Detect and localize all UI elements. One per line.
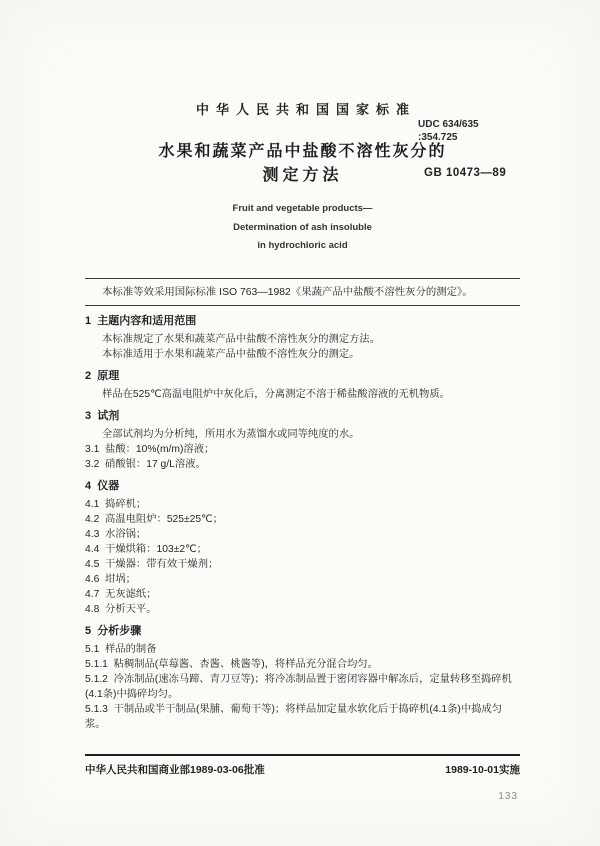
- body-text: 3.1 盐酸：10%(m/m)溶液；: [85, 443, 215, 455]
- english-title-line2: Determination of ash insoluble: [233, 221, 372, 233]
- body-text: 全部试剂均为分析纯，所用水为蒸馏水或同等纯度的水。: [102, 428, 360, 440]
- udc-line1: UDC 634/635: [418, 119, 479, 130]
- body-text: 4.6 坩埚；: [85, 573, 136, 585]
- section-heading: 4 仪器: [85, 479, 120, 492]
- approval-text: 中华人民共和国商业部1989-03-06批准: [85, 764, 265, 776]
- standard-number: GB 10473—89: [424, 167, 507, 179]
- udc-line2: :354.725: [418, 132, 458, 143]
- body-text: 4.4 干燥烘箱：103±2℃；: [85, 543, 207, 555]
- english-title-line3: in hydrochloric acid: [257, 240, 348, 251]
- adoption-note: 本标准等效采用国际标准 ISO 763—1982《果蔬产品中盐酸不溶性灰分的测定》。: [102, 286, 473, 298]
- page-number: 133: [498, 791, 518, 802]
- section-heading: 5 分析步骤: [85, 624, 142, 637]
- body-text: 5.1.1 粘稠制品(草莓酱、杏酱、桃酱等)，将样品充分混合均匀。: [85, 658, 378, 670]
- document-body: [85, 314, 520, 732]
- implementation-text: 1989-10-01实施: [445, 764, 520, 776]
- body-text: 本标准适用于水果和蔬菜产品中盐酸不溶性灰分的测定。: [102, 348, 360, 360]
- body-text: 4.5 干燥器：带有效干燥剂；: [85, 558, 219, 570]
- divider-top: [85, 278, 520, 279]
- body-text: 5.1.2 冷冻制品(速冻马蹄、青刀豆等)；将冷冻制品置于密闭容器中解冻后，定量转移至捣碎机(4.1条)中捣碎均匀。: [85, 673, 512, 700]
- english-title: [85, 200, 520, 256]
- national-standard-header: 中华人民共和国国家标准: [195, 102, 416, 117]
- udc-number: [418, 118, 479, 144]
- body-text: 4.2 高温电阻炉：525±25℃；: [85, 513, 223, 525]
- body-text: 样品在525℃高温电阻炉中灰化后，分离测定不溶于稀盐酸溶液的无机物质。: [102, 388, 450, 400]
- body-text: 4.1 捣碎机；: [85, 498, 147, 510]
- document-title-line1: 水果和蔬菜产品中盐酸不溶性灰分的: [158, 143, 447, 160]
- document-title-line2: 测定方法: [262, 167, 343, 184]
- body-text: 4.7 无灰滤纸；: [85, 588, 157, 600]
- footer: [85, 762, 520, 777]
- body-text: 4.3 水浴锅；: [85, 528, 147, 540]
- section-heading: 2 原理: [85, 369, 120, 382]
- body-text: 3.2 硝酸银：17 g/L溶液。: [85, 458, 206, 470]
- divider-bottom: [85, 305, 520, 306]
- section-heading: 1 主题内容和适用范围: [85, 314, 197, 327]
- footer-rule: [85, 754, 520, 756]
- body-text: 5.1 样品的制备: [85, 643, 157, 655]
- body-text: 5.1.3 干制品或半干制品(果脯、葡萄干等)；将样品加定量水软化后于捣碎机(4.1条)中捣成匀浆。: [85, 703, 503, 730]
- english-title-line1: Fruit and vegetable products—: [232, 203, 373, 214]
- section-heading: 3 试剂: [85, 409, 120, 422]
- body-text: 4.8 分析天平。: [85, 603, 157, 615]
- body-text: 本标准规定了水果和蔬菜产品中盐酸不溶性灰分的测定方法。: [102, 333, 381, 345]
